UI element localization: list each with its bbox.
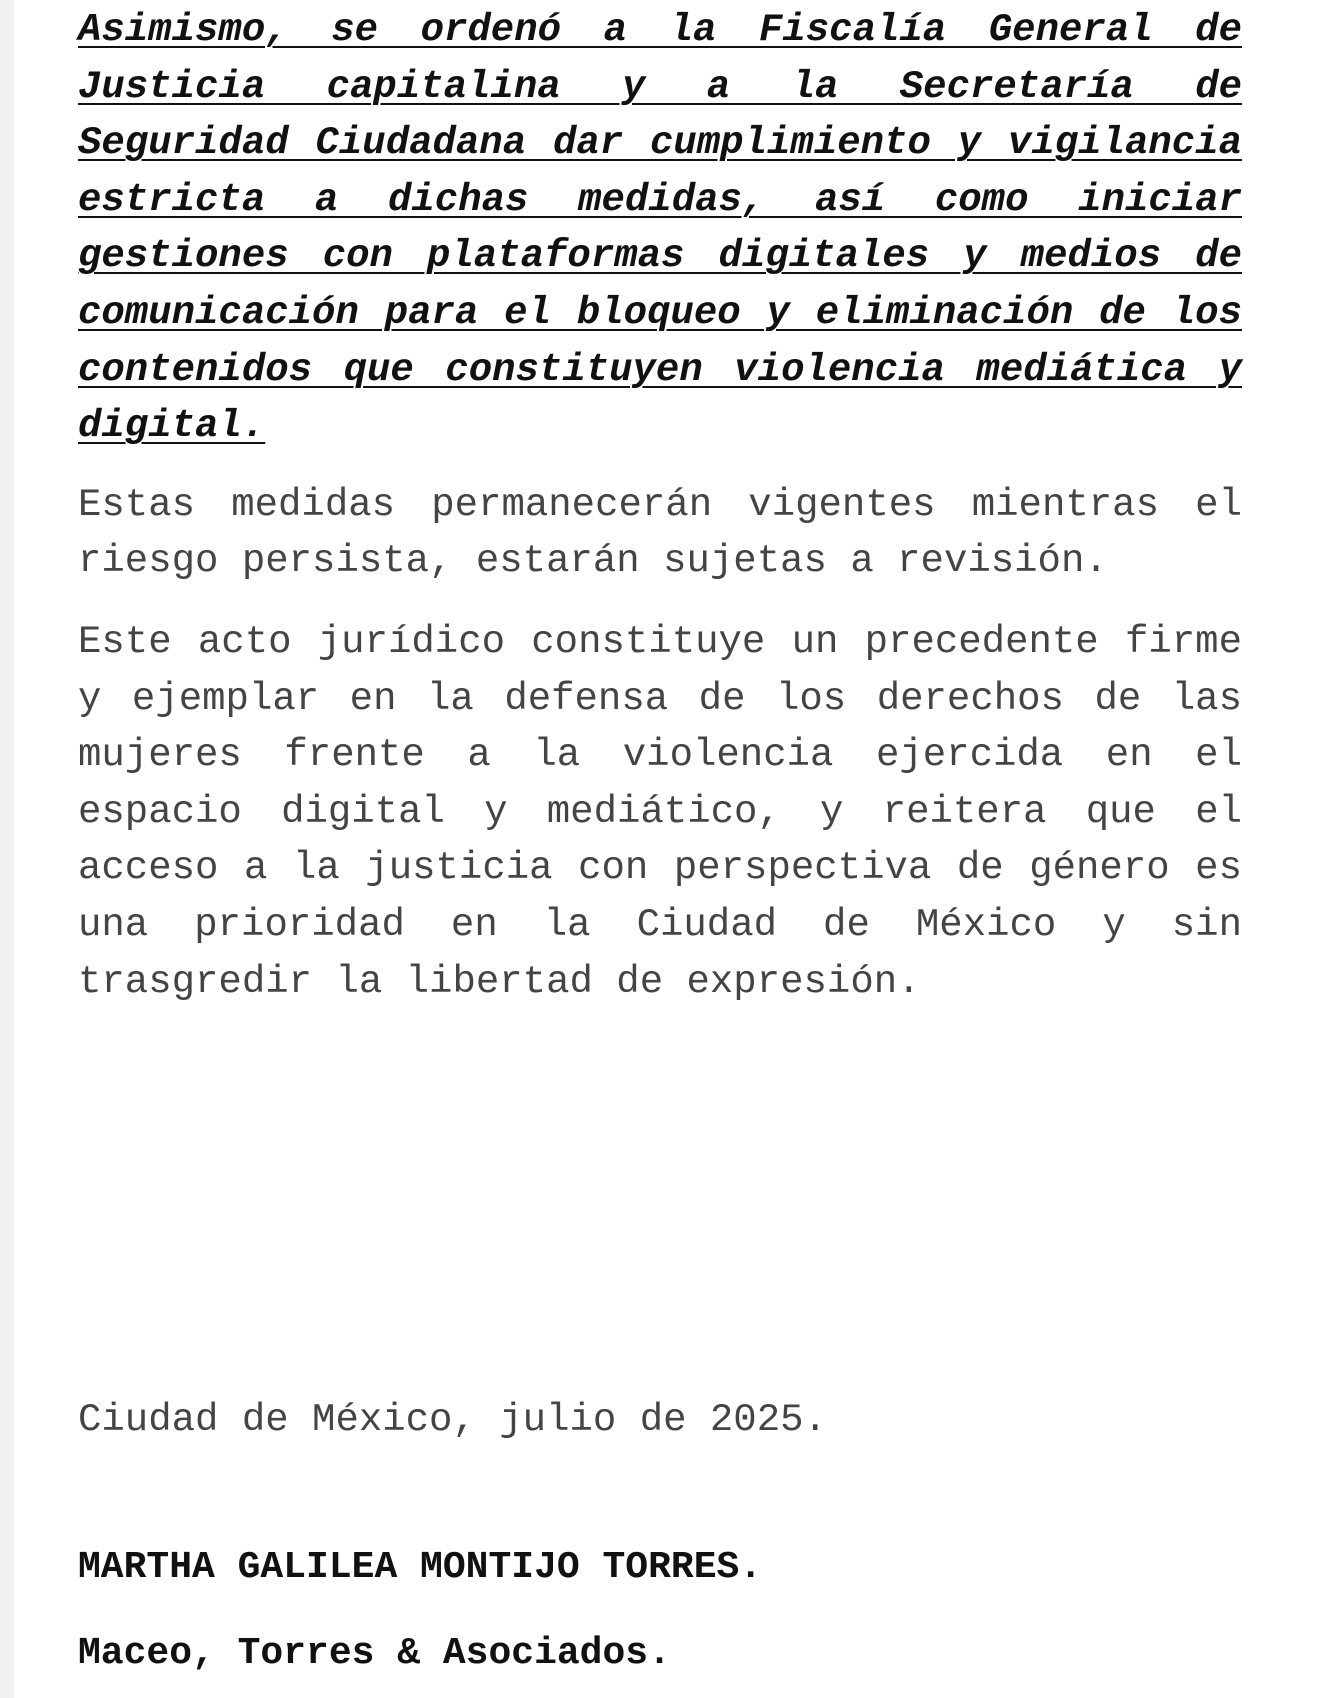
precedent-paragraph: Este acto jurídico constituye un precedente firme y ejemplar en la defensa de los derechos de las mujeres frente a la violencia ejercida en el espacio digital y mediático, y reitera que el acceso a la justicia con perspectiva de género es una prioridad en la Ciudad de México y sin trasgredir la libertad de expresión. — [78, 619, 1242, 1004]
order-paragraph: Asimismo, se ordenó a la Fiscalía General de Justicia capitalina y a la Secretaría de Seguridad Ciudadana dar cumplimiento y vigilancia estricta a dichas medidas, así como iniciar gestiones con plataformas digitales y medios de comunicación para el bloqueo y eliminación de los contenidos que constituyen violencia mediática y digital. — [78, 8, 1242, 449]
signer-name: MARTHA GALILEA MONTIJO TORRES. — [78, 1546, 763, 1589]
place-date-line: Ciudad de México, julio de 2025. — [78, 1398, 827, 1442]
validity-paragraph: Estas medidas permanecerán vigentes mientras el riesgo persista, estarán sujetas a revisión. — [78, 482, 1242, 584]
firm-name: Maceo, Torres & Asociados. — [78, 1632, 671, 1675]
page-edge-strip — [0, 0, 14, 1698]
document-page — [78, 0, 1242, 1675]
